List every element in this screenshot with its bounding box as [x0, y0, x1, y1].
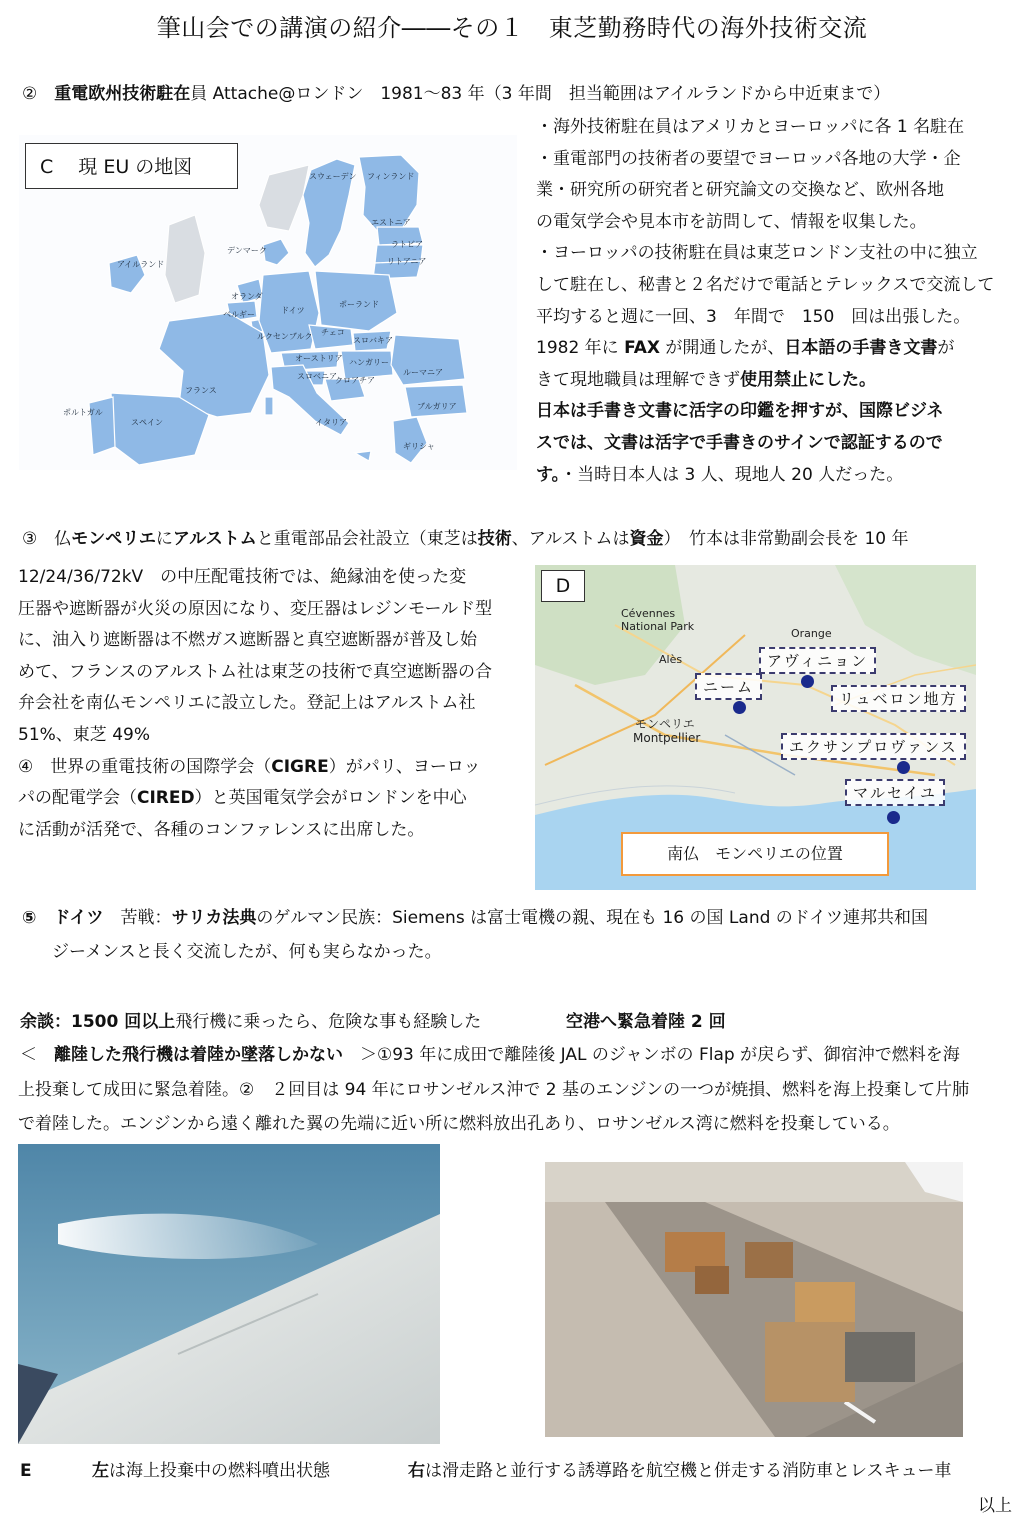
map-pin-marseille — [887, 811, 900, 824]
map-label-finland: フィンランド — [367, 172, 415, 181]
map-label-belgium: ベルギー — [223, 310, 255, 319]
map-label-italy: イタリア — [315, 418, 347, 427]
map-label-montpellier-en: Montpellier — [633, 731, 701, 745]
map-pin-avignon — [801, 675, 814, 688]
map-label-greece: ギリシャ — [403, 442, 435, 451]
photo-fuel-dump — [18, 1144, 440, 1444]
photo-rescue-vehicles — [545, 1162, 963, 1437]
southern-france-map — [535, 565, 976, 890]
digression-line-4: で着陸した。エンジンから遠く離れた翼の先端に近い所に燃料放出孔あり、ロサンゼルス湾に燃料を投棄している。 — [18, 1114, 900, 1134]
figure-e-right-caption: 右は滑走路と並行する誘導路を航空機と併走する消防車とレスキュー車 — [408, 1461, 952, 1481]
section-3-4-body: 12/24/36/72kV の中圧配電技術では、絶縁油を使った変 圧器や遮断器が火災の原因になり、変圧器はレジンモールド型 に、油入り遮断器は不燃ガス遮断器と真空遮断器が普及し始 めて、フランスのアルストム社は東芝の技術で真空遮断器の合 弁会社を南仏モンペリエに設立した。登記上はアルストム社 51%、東芝 49% ④ 世界の重電技術の国際学会（CIGRE）がパリ、ヨーロッ パの配電学会（CIRED）と英国電気学会がロンドンを中心 に活動が活発で、各種のコンファレンスに出席した。 — [18, 567, 493, 840]
label-avignon: アヴィニョン — [759, 647, 876, 674]
figure-c-label: C 現 EU の地図 — [25, 143, 238, 189]
map-label-portugal: ポルトガル — [63, 408, 103, 417]
map-label-spain: スペイン — [131, 418, 163, 427]
map-label-hungary: ハンガリー — [349, 358, 389, 367]
map-label-netherlands: オランダ — [231, 292, 263, 301]
map-label-sweden: スウェーデン — [309, 172, 357, 181]
map-label-croatia: クロアチア — [335, 376, 375, 385]
map-label-france: フランス — [185, 386, 217, 395]
section-5-line-2: ジーメンスと長く交流したが、何も実らなかった。 — [52, 942, 442, 962]
digression-emergency: 空港へ緊急着陸 2 回 — [566, 1012, 726, 1032]
map-label-luxembourg: ルクセンブルク — [257, 332, 313, 341]
label-marseille: マルセイユ — [845, 779, 945, 806]
digression-heading: 余談：1500 回以上飛行機に乗ったら、危険な事も経験した — [20, 1012, 482, 1032]
page-title: 筆山会での講演の紹介――その１ 東芝勤務時代の海外技術交流 — [156, 14, 868, 42]
map-label-montpellier-jp: モンペリエ — [635, 717, 695, 731]
map-label-latvia: ラトビア — [391, 240, 423, 249]
map-pin-aix-en-provence — [897, 761, 910, 774]
map-label-austria: オーストリア — [295, 354, 343, 363]
figure-e-left-caption: 左は海上投棄中の燃料噴出状態 — [92, 1461, 330, 1481]
map-label-ireland: アイルランド — [117, 260, 165, 269]
section-3-heading: ③ 仏モンペリエにアルストムと重電部品会社設立（東芝は技術、アルストムは資金） 竹本は非常勤副会長を 10 年 — [22, 529, 909, 549]
map-label-cevennes: Cévennes National Park — [621, 607, 695, 633]
map-label-slovakia: スロバキア — [353, 336, 393, 345]
map-label-denmark: デンマーク — [227, 246, 267, 255]
section-2-heading: ② 重電欧州技術駐在員 Attache@ロンドン 1981～83 年（3 年間 担当範囲はアイルランドから中近東まで） — [22, 84, 891, 104]
section-2-body: ・海外技術駐在員はアメリカとヨーロッパに各 1 名駐在 ・重電部門の技術者の要望でヨーロッパ各地の大学・企 業・研究所の研究者と研究論文の交換など、欧州各地 の電気学会や見本市を訪問して、情報を収集した。 ・ヨーロッパの技術駐在員は東芝ロンドン支社の中に独立 して駐在し、秘書と２名だけで電話とテレックスで交流して 平均すると週に一回、3 年間で 150 回は出張した。 1982 年に FAX が開通したが、日本語の手書き文書が きて現地職員は理解できず使用禁止にした。 日本は手書き文書に活字の印鑑を押すが、国際ビジネ スでは、文書は活字で手書きのサインで認証するので す。・当時日本人は 3 人、現地人 20 人だった。 — [536, 117, 995, 485]
map-label-czech: チェコ — [321, 328, 345, 337]
section-5-line-1: ⑤ ドイツ 苦戦：サリカ法典のゲルマン民族：Siemens は富士電機の親、現在も 16 の国 Land のドイツ連邦共和国 — [22, 908, 928, 928]
map-caption: 南仏 モンペリエの位置 — [621, 832, 889, 876]
figure-e-caption: E — [20, 1461, 32, 1481]
map-label-slovenia: スロベニア — [297, 372, 337, 381]
label-luberon: リュベロン地方 — [831, 685, 966, 712]
map-label-germany: ドイツ — [281, 306, 305, 315]
map-label-lithuania: リトアニア — [387, 257, 427, 266]
figure-d-label: D — [541, 570, 585, 602]
map-label-estonia: エストニア — [371, 218, 411, 227]
map-label-ales: Alès — [659, 653, 683, 666]
map-label-poland: ポーランド — [339, 300, 379, 309]
map-label-bulgaria: ブルガリア — [417, 402, 457, 411]
end-mark: 以上 — [978, 1496, 1012, 1516]
map-pin-nimes — [733, 701, 746, 714]
digression-line-2: ＜ 離陸した飛行機は着陸か墜落しかない ＞①93 年に成田で離陸後 JAL のジャンボの Flap が戻らず、御宿沖で燃料を海 — [20, 1045, 960, 1065]
map-label-romania: ルーマニア — [403, 368, 443, 377]
photo-fuel-dump-image — [18, 1144, 440, 1444]
map-label-orange: Orange — [791, 627, 832, 640]
label-aix-en-provence: エクサンプロヴァンス — [781, 733, 966, 760]
digression-line-3: 上投棄して成田に緊急着陸。② ２回目は 94 年にロサンゼルス沖で 2 基のエンジンの一つが焼損、燃料を海上投棄して片肺 — [18, 1080, 970, 1100]
photo-rescue-vehicles-image — [545, 1162, 963, 1437]
label-nimes: ニーム — [695, 673, 762, 700]
